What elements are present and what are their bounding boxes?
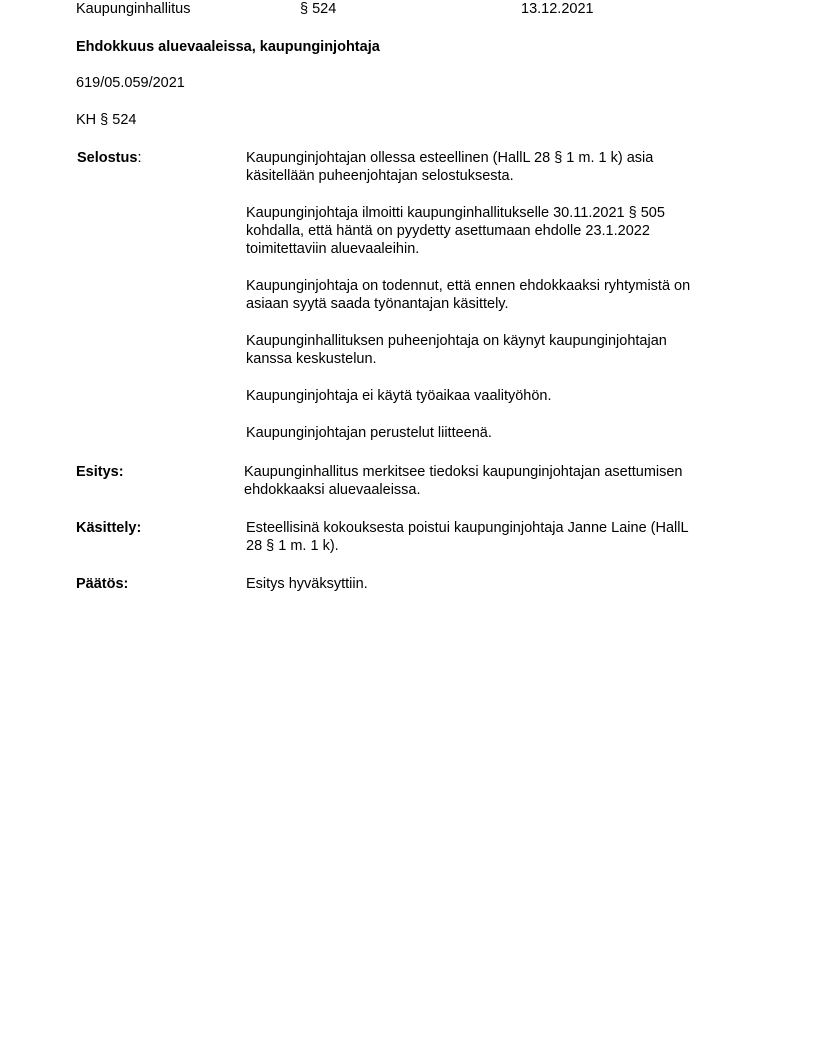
- kasittely-text: Esteellisinä kokouksesta poistui kaupunginjohtaja Janne Laine (HallL 28 § 1 m. 1 k).: [246, 520, 689, 554]
- selostus-label: [77, 149, 141, 167]
- selostus-section: [76, 149, 756, 449]
- kasittely-section: [76, 519, 756, 559]
- selostus-label-colon: :: [137, 150, 142, 166]
- selostus-paragraph-5: Kaupunginjohtaja ei käytä työaikaa vaalityöhön.: [246, 388, 552, 404]
- diary-number: 619/05.059/2021: [76, 75, 185, 91]
- esitys-section: [76, 463, 756, 503]
- esitys-text: Kaupunginhallitus merkitsee tiedoksi kaupunginjohtajan asettumisen ehdokkaaksi aluevaaleissa.: [244, 464, 683, 498]
- selostus-label-text: Selostus: [77, 150, 138, 166]
- header-date: 13.12.2021: [521, 1, 594, 17]
- esitys-body: [244, 463, 754, 518]
- paatos-text: Esitys hyväksyttiin.: [246, 576, 368, 592]
- paatos-label: Päätös:: [76, 576, 129, 592]
- kasittely-label: Käsittely:: [76, 520, 142, 536]
- selostus-paragraph-6: Kaupunginjohtajan perustelut liitteenä.: [246, 425, 492, 441]
- selostus-paragraph-4: Kaupunginhallituksen puheenjohtaja on käynyt kaupunginjohtajan kanssa keskustelun.: [246, 333, 667, 367]
- kasittely-body: [246, 519, 756, 574]
- esitys-label: Esitys:: [76, 464, 124, 480]
- header-section-number: § 524: [300, 1, 337, 17]
- selostus-paragraph-3: Kaupunginjohtaja on todennut, että ennen ehdokkaaksi ryhtymistä on asiaan syytä saada työnantajan käsittely.: [246, 278, 691, 312]
- paatos-section: [76, 575, 756, 597]
- paatos-body: [246, 575, 756, 612]
- document-title: Ehdokkuus aluevaaleissa, kaupunginjohtaja: [76, 39, 380, 55]
- selostus-paragraph-1: Kaupunginjohtajan ollessa esteellinen (HallL 28 § 1 m. 1 k) asia käsitellään puheenjohtajan selostuksesta.: [246, 150, 654, 184]
- header-body: Kaupunginhallitus: [76, 1, 191, 17]
- kh-reference: KH § 524: [76, 112, 137, 128]
- selostus-paragraph-2: Kaupunginjohtaja ilmoitti kaupunginhallitukselle 30.11.2021 § 505 kohdalla, että häntä on pyydetty asettumaan ehdolle 23.1.2022 toimitettaviin aluevaaleihin.: [246, 205, 665, 257]
- selostus-body: [246, 149, 756, 461]
